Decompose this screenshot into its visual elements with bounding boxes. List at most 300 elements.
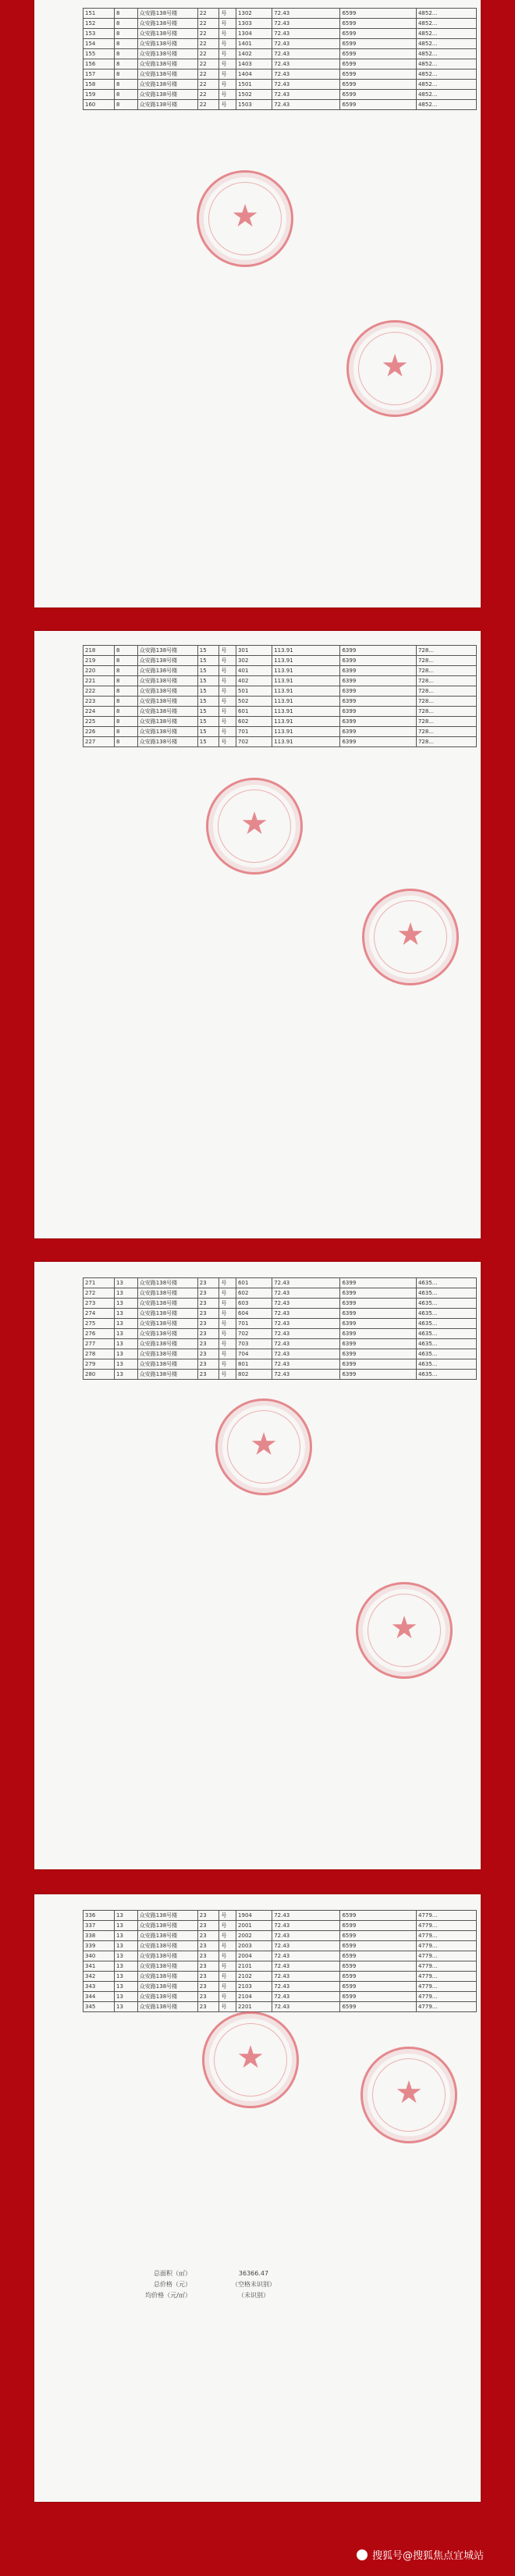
table-cell: 339 (83, 1941, 115, 1951)
summary-key: 均价格（元/㎡） (145, 2292, 191, 2299)
table-cell: 众安路138号楼 (137, 676, 197, 686)
table-cell: 4779... (416, 1911, 476, 1921)
table-cell: 72.43 (272, 59, 340, 69)
table-cell: 23 (197, 1359, 219, 1370)
table-cell: 众安路138号楼 (137, 1319, 197, 1329)
table-cell: 13 (115, 1349, 138, 1359)
table-cell: 号 (219, 9, 236, 19)
table-cell: 13 (115, 1370, 138, 1380)
table-cell: 6599 (340, 1911, 417, 1921)
table-cell: 271 (83, 1278, 115, 1288)
table-cell: 22 (197, 19, 219, 29)
table-cell: 号 (219, 49, 236, 59)
table-cell: 13 (115, 1309, 138, 1319)
table-cell: 4635... (416, 1288, 476, 1299)
table-cell: 13 (115, 2002, 138, 2012)
table-cell: 72.43 (272, 1278, 340, 1288)
table-cell: 4635... (416, 1339, 476, 1349)
table-cell: 221 (83, 676, 115, 686)
table-cell: 1904 (236, 1911, 272, 1921)
table-cell: 72.43 (272, 90, 340, 100)
table-cell: 众安路138号楼 (137, 39, 197, 49)
table-cell: 8 (115, 69, 138, 80)
table-cell: 72.43 (272, 1921, 340, 1931)
table-cell: 4779... (416, 1982, 476, 1992)
table-cell: 72.43 (272, 1309, 340, 1319)
official-seal-icon: ★ (202, 2011, 299, 2108)
table-cell: 2104 (236, 1992, 272, 2002)
table-cell: 155 (83, 49, 115, 59)
table-cell: 4852... (416, 19, 476, 29)
table-cell: 众安路138号楼 (137, 1992, 197, 2002)
table-cell: 278 (83, 1349, 115, 1359)
table-cell: 6399 (340, 707, 417, 717)
table-cell: 13 (115, 1329, 138, 1339)
table-cell: 13 (115, 1992, 138, 2002)
summary-row (144, 2268, 300, 2279)
table-cell: 401 (236, 666, 272, 676)
table-row (83, 90, 477, 100)
summary-value: （未识别） (238, 2292, 269, 2299)
table-cell: 号 (219, 1961, 236, 1972)
table-cell: 343 (83, 1982, 115, 1992)
table-cell: 1401 (236, 39, 272, 49)
table-cell: 号 (219, 707, 236, 717)
table-cell: 众安路138号楼 (137, 1359, 197, 1370)
table-cell: 6599 (340, 59, 417, 69)
table-cell: 72.43 (272, 1349, 340, 1359)
table-cell: 6599 (340, 69, 417, 80)
table-row (83, 2002, 477, 2012)
official-seal-icon: ★ (362, 889, 459, 985)
table-cell: 6399 (340, 666, 417, 676)
table-cell: 众安路138号楼 (137, 656, 197, 666)
table-cell: 6399 (340, 727, 417, 737)
table-cell: 22 (197, 39, 219, 49)
table-cell: 23 (197, 1911, 219, 1921)
table-cell: 13 (115, 1931, 138, 1941)
table-cell: 113.91 (272, 697, 340, 707)
table-cell: 4852... (416, 9, 476, 19)
table-cell: 号 (219, 90, 236, 100)
table-cell: 1501 (236, 80, 272, 90)
table-cell: 众安路138号楼 (137, 1972, 197, 1982)
table-cell: 6599 (340, 1992, 417, 2002)
table-cell: 113.91 (272, 646, 340, 656)
table-cell: 502 (236, 697, 272, 707)
table-cell: 6599 (340, 9, 417, 19)
table-cell: 众安路138号楼 (137, 1961, 197, 1972)
official-seal-icon: ★ (360, 2047, 457, 2143)
table-cell: 6599 (340, 49, 417, 59)
table-cell: 218 (83, 646, 115, 656)
table-row (83, 697, 477, 707)
table-cell: 23 (197, 1329, 219, 1339)
official-seal-icon: ★ (346, 320, 443, 417)
table-row (83, 59, 477, 69)
table-cell: 72.43 (272, 9, 340, 19)
table-cell: 众安路138号楼 (137, 80, 197, 90)
price-table-4 (83, 1910, 477, 2012)
table-cell: 23 (197, 1278, 219, 1288)
table-cell: 113.91 (272, 727, 340, 737)
table-cell: 8 (115, 646, 138, 656)
table-cell: 4852... (416, 29, 476, 39)
table-cell: 113.91 (272, 656, 340, 666)
table-cell: 号 (219, 2002, 236, 2012)
table-cell: 众安路138号楼 (137, 666, 197, 676)
price-table (83, 1277, 477, 1380)
table-cell: 4852... (416, 59, 476, 69)
table-cell: 160 (83, 100, 115, 110)
table-cell: 4635... (416, 1349, 476, 1359)
table-cell: 6599 (340, 1921, 417, 1931)
document-page-1 (34, 0, 481, 607)
table-cell: 8 (115, 19, 138, 29)
sohu-logo-icon (357, 2549, 368, 2560)
table-row (83, 1961, 477, 1972)
document-page-4 (34, 1894, 481, 2502)
summary-block (144, 2268, 300, 2301)
table-cell: 号 (219, 697, 236, 707)
table-cell: 113.91 (272, 686, 340, 697)
table-row (83, 727, 477, 737)
table-row (83, 1972, 477, 1982)
table-cell: 23 (197, 1972, 219, 1982)
table-cell: 4779... (416, 2002, 476, 2012)
table-row (83, 1299, 477, 1309)
table-cell: 802 (236, 1370, 272, 1380)
table-cell: 341 (83, 1961, 115, 1972)
table-cell: 13 (115, 1961, 138, 1972)
table-cell: 272 (83, 1288, 115, 1299)
table-cell: 4779... (416, 1961, 476, 1972)
table-cell: 8 (115, 100, 138, 110)
table-cell: 4852... (416, 80, 476, 90)
table-cell: 众安路138号楼 (137, 1941, 197, 1951)
table-cell: 152 (83, 19, 115, 29)
table-cell: 8 (115, 90, 138, 100)
table-cell: 23 (197, 1992, 219, 2002)
table-cell: 4779... (416, 1931, 476, 1941)
table-cell: 13 (115, 1278, 138, 1288)
price-table-2 (83, 645, 477, 747)
table-cell: 众安路138号楼 (137, 1911, 197, 1921)
table-cell: 号 (219, 1349, 236, 1359)
table-cell: 23 (197, 1339, 219, 1349)
table-row (83, 1339, 477, 1349)
table-cell: 154 (83, 39, 115, 49)
table-cell: 279 (83, 1359, 115, 1370)
table-cell: 275 (83, 1319, 115, 1329)
table-cell: 728... (416, 717, 476, 727)
table-cell: 602 (236, 717, 272, 727)
table-cell: 23 (197, 1941, 219, 1951)
table-cell: 6599 (340, 39, 417, 49)
table-cell: 402 (236, 676, 272, 686)
table-cell: 8 (115, 697, 138, 707)
table-cell: 72.43 (272, 1299, 340, 1309)
table-cell: 号 (219, 1921, 236, 1931)
table-row (83, 1911, 477, 1921)
table-cell: 227 (83, 737, 115, 747)
summary-key: 总价格（元） (154, 2281, 191, 2288)
table-cell: 号 (219, 1319, 236, 1329)
table-cell: 23 (197, 1288, 219, 1299)
table-cell: 602 (236, 1288, 272, 1299)
table-cell: 号 (219, 1339, 236, 1349)
table-cell: 众安路138号楼 (137, 1309, 197, 1319)
table-cell: 15 (197, 686, 219, 697)
official-seal-icon: ★ (197, 170, 293, 267)
table-row (83, 1951, 477, 1961)
table-cell: 340 (83, 1951, 115, 1961)
table-cell: 345 (83, 2002, 115, 2012)
table-cell: 15 (197, 707, 219, 717)
table-cell: 6399 (340, 1329, 417, 1339)
table-cell: 6599 (340, 1951, 417, 1961)
table-cell: 众安路138号楼 (137, 69, 197, 80)
table-cell: 13 (115, 1941, 138, 1951)
table-row (83, 1941, 477, 1951)
table-cell: 153 (83, 29, 115, 39)
table-cell: 728... (416, 666, 476, 676)
table-cell: 4635... (416, 1359, 476, 1370)
table-cell: 72.43 (272, 1370, 340, 1380)
table-cell: 72.43 (272, 2002, 340, 2012)
table-cell: 13 (115, 1359, 138, 1370)
official-seal-icon: ★ (206, 778, 303, 875)
table-cell: 1402 (236, 49, 272, 59)
table-cell: 号 (219, 656, 236, 666)
table-cell: 158 (83, 80, 115, 90)
table-cell: 72.43 (272, 1972, 340, 1982)
table-cell: 6599 (340, 1982, 417, 1992)
table-cell: 号 (219, 1972, 236, 1982)
table-cell: 号 (219, 1288, 236, 1299)
table-cell: 280 (83, 1370, 115, 1380)
table-cell: 702 (236, 1329, 272, 1339)
table-cell: 72.43 (272, 39, 340, 49)
table-cell: 6399 (340, 1359, 417, 1370)
table-cell: 15 (197, 737, 219, 747)
table-cell: 号 (219, 727, 236, 737)
table-row (83, 656, 477, 666)
table-cell: 113.91 (272, 676, 340, 686)
table-row (83, 1982, 477, 1992)
table-cell: 23 (197, 1951, 219, 1961)
table-cell: 301 (236, 646, 272, 656)
table-cell: 众安路138号楼 (137, 707, 197, 717)
table-cell: 号 (219, 69, 236, 80)
table-cell: 号 (219, 676, 236, 686)
table-cell: 701 (236, 727, 272, 737)
table-cell: 6399 (340, 686, 417, 697)
table-row (83, 19, 477, 29)
table-cell: 6399 (340, 1309, 417, 1319)
table-cell: 1403 (236, 59, 272, 69)
table-cell: 501 (236, 686, 272, 697)
table-cell: 1302 (236, 9, 272, 19)
table-cell: 6599 (340, 90, 417, 100)
table-cell: 2001 (236, 1921, 272, 1931)
table-row (83, 646, 477, 656)
table-row (83, 29, 477, 39)
table-cell: 72.43 (272, 1982, 340, 1992)
table-cell: 4852... (416, 100, 476, 110)
table-cell: 113.91 (272, 737, 340, 747)
table-cell: 2002 (236, 1931, 272, 1941)
table-cell: 6399 (340, 1339, 417, 1349)
table-cell: 号 (219, 1359, 236, 1370)
table-cell: 273 (83, 1299, 115, 1309)
table-cell: 8 (115, 707, 138, 717)
table-cell: 72.43 (272, 1911, 340, 1921)
table-cell: 23 (197, 1299, 219, 1309)
summary-row (144, 2279, 300, 2290)
table-cell: 728... (416, 686, 476, 697)
table-cell: 113.91 (272, 707, 340, 717)
table-cell: 众安路138号楼 (137, 727, 197, 737)
official-seal-icon: ★ (215, 1398, 312, 1495)
table-cell: 众安路138号楼 (137, 686, 197, 697)
table-cell: 6399 (340, 1349, 417, 1359)
table-cell: 23 (197, 1319, 219, 1329)
table-row (83, 1309, 477, 1319)
table-row (83, 1370, 477, 1380)
table-cell: 号 (219, 1329, 236, 1339)
table-row (83, 9, 477, 19)
table-cell: 4635... (416, 1319, 476, 1329)
table-cell: 8 (115, 727, 138, 737)
table-row (83, 1288, 477, 1299)
table-cell: 22 (197, 90, 219, 100)
table-cell: 号 (219, 1982, 236, 1992)
table-cell: 4852... (416, 39, 476, 49)
table-cell: 6599 (340, 19, 417, 29)
table-cell: 6599 (340, 1941, 417, 1951)
table-cell: 728... (416, 656, 476, 666)
table-cell: 8 (115, 656, 138, 666)
table-cell: 8 (115, 29, 138, 39)
table-cell: 276 (83, 1329, 115, 1339)
table-cell: 13 (115, 1982, 138, 1992)
table-cell: 众安路138号楼 (137, 9, 197, 19)
table-cell: 2101 (236, 1961, 272, 1972)
summary-key: 总面积（㎡） (154, 2270, 191, 2277)
table-cell: 220 (83, 666, 115, 676)
table-cell: 72.43 (272, 1359, 340, 1370)
table-cell: 72.43 (272, 1339, 340, 1349)
table-cell: 4635... (416, 1299, 476, 1309)
table-cell: 601 (236, 1278, 272, 1288)
official-seal-icon: ★ (356, 1582, 453, 1679)
price-table (83, 1910, 477, 2012)
table-cell: 众安路138号楼 (137, 697, 197, 707)
table-cell: 22 (197, 49, 219, 59)
table-cell: 225 (83, 717, 115, 727)
table-cell: 8 (115, 666, 138, 676)
table-row (83, 1278, 477, 1288)
table-cell: 众安路138号楼 (137, 717, 197, 727)
table-cell: 344 (83, 1992, 115, 2002)
table-cell: 22 (197, 9, 219, 19)
table-cell: 226 (83, 727, 115, 737)
table-row (83, 1319, 477, 1329)
table-cell: 6599 (340, 1961, 417, 1972)
table-cell: 274 (83, 1309, 115, 1319)
table-cell: 众安路138号楼 (137, 646, 197, 656)
table-cell: 4852... (416, 69, 476, 80)
table-cell: 众安路138号楼 (137, 1982, 197, 1992)
table-cell: 众安路138号楼 (137, 90, 197, 100)
table-cell: 号 (219, 39, 236, 49)
table-cell: 728... (416, 707, 476, 717)
table-cell: 号 (219, 737, 236, 747)
table-cell: 22 (197, 59, 219, 69)
table-cell: 15 (197, 727, 219, 737)
table-cell: 701 (236, 1319, 272, 1329)
price-table-3 (83, 1277, 477, 1380)
table-cell: 15 (197, 676, 219, 686)
table-cell: 6599 (340, 1972, 417, 1982)
table-cell: 号 (219, 1951, 236, 1961)
table-cell: 72.43 (272, 19, 340, 29)
table-cell: 15 (197, 717, 219, 727)
table-cell: 704 (236, 1349, 272, 1359)
table-cell: 众安路138号楼 (137, 49, 197, 59)
table-cell: 号 (219, 59, 236, 69)
table-cell: 72.43 (272, 1319, 340, 1329)
price-table (83, 645, 477, 747)
table-cell: 号 (219, 1941, 236, 1951)
document-page-2 (34, 631, 481, 1238)
table-cell: 15 (197, 656, 219, 666)
table-cell: 4779... (416, 1921, 476, 1931)
table-cell: 6399 (340, 717, 417, 727)
table-cell: 8 (115, 9, 138, 19)
table-cell: 728... (416, 676, 476, 686)
table-cell: 8 (115, 717, 138, 727)
table-cell: 151 (83, 9, 115, 19)
table-cell: 113.91 (272, 666, 340, 676)
table-cell: 2003 (236, 1941, 272, 1951)
table-cell: 13 (115, 1339, 138, 1349)
table-cell: 22 (197, 80, 219, 90)
document-page-3 (34, 1262, 481, 1869)
table-cell: 23 (197, 1349, 219, 1359)
table-cell: 6399 (340, 656, 417, 666)
table-row (83, 1921, 477, 1931)
table-cell: 601 (236, 707, 272, 717)
table-cell: 6599 (340, 100, 417, 110)
table-cell: 号 (219, 100, 236, 110)
table-cell: 6399 (340, 1370, 417, 1380)
table-cell: 号 (219, 646, 236, 656)
table-cell: 23 (197, 1982, 219, 1992)
table-cell: 1404 (236, 69, 272, 80)
table-cell: 1502 (236, 90, 272, 100)
summary-value: 36366.47 (238, 2270, 269, 2277)
table-cell: 113.91 (272, 717, 340, 727)
table-cell: 6399 (340, 1299, 417, 1309)
table-cell: 13 (115, 1921, 138, 1931)
table-cell: 4635... (416, 1309, 476, 1319)
table-row (83, 39, 477, 49)
table-cell: 号 (219, 1931, 236, 1941)
table-cell: 号 (219, 1370, 236, 1380)
table-cell: 6399 (340, 646, 417, 656)
